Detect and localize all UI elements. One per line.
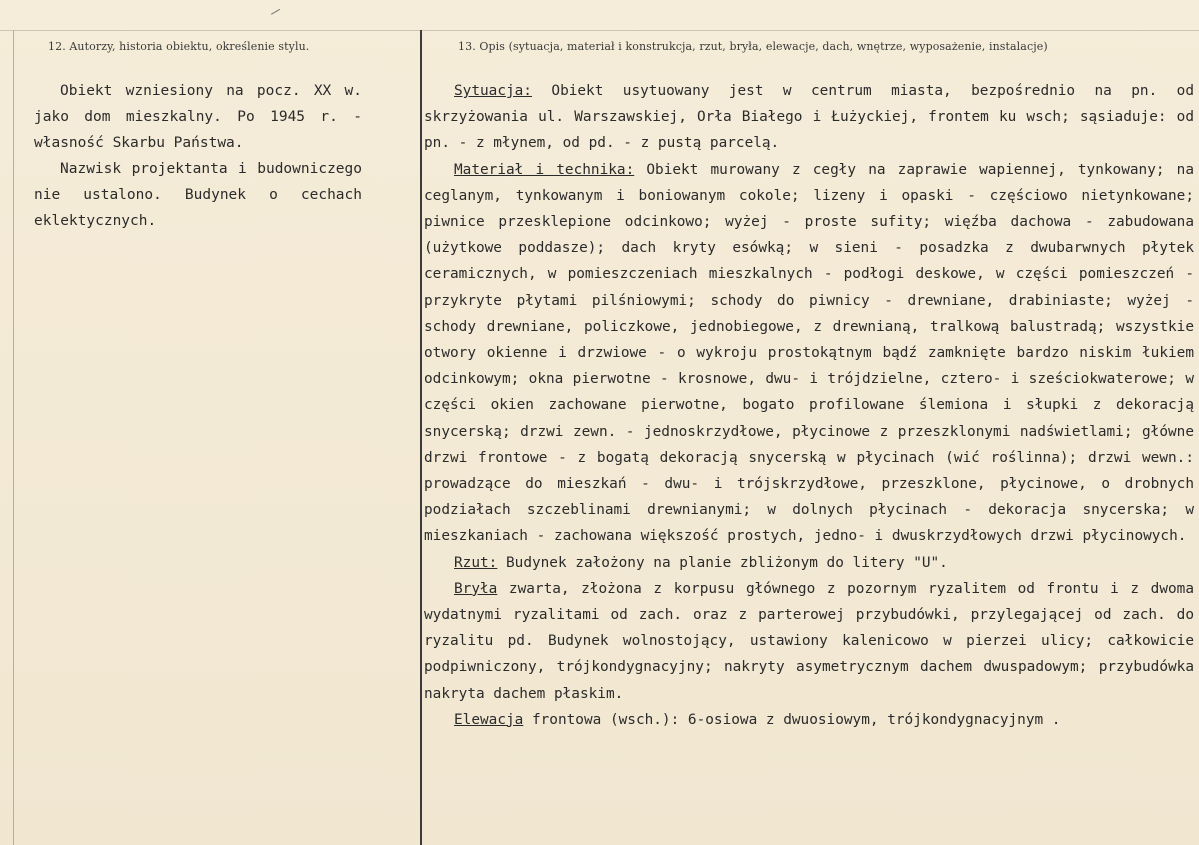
situation-text: Obiekt usytuowany jest w centrum miasta, bezpośrednio na pn. od skrzyżowania ul. Warszawskiej, Orła Białego i Łużyckiej, frontem ku wsch; sąsiaduje: od pn. - z młynem, od pd. - z pustą parcelą.: [424, 83, 1194, 152]
elevation-label: Elewacja: [454, 711, 524, 728]
elevation-paragraph: [424, 707, 1194, 733]
authors-paragraph: Nazwisk projektanta i budowniczego nie ustalono. Budynek o cechach eklektycznych.: [34, 161, 362, 229]
right-section-header: 13. Opis (sytuacja, materiał i konstrukcja, rzut, bryła, elewacje, dach, wnętrze, wyposażenie, instalacje): [458, 40, 1048, 53]
situation-paragraph: [424, 78, 1194, 157]
plan-label: Rzut:: [454, 554, 498, 571]
material-label: Materiał i technika:: [454, 161, 635, 178]
history-paragraph: Obiekt wzniesiony na pocz. XX w. jako dom mieszkalny. Po 1945 r. - własność Skarbu Państwa.: [34, 83, 362, 151]
description-column: [424, 78, 1194, 733]
massing-label: Bryła: [454, 580, 498, 597]
top-rule: [0, 30, 1199, 31]
elevation-text: frontowa (wsch.): 6-osiowa z dwuosiowym, trójkondygnacyjnym .: [523, 711, 1061, 728]
plan-text: Budynek założony na planie zbliżonym do litery "U".: [497, 554, 948, 571]
material-text: Obiekt murowany z cegły na zaprawie wapiennej, tynkowany; na ceglanym, tynkowanym i boniowanym cokole; lizeny i opaski - częściowo nietynkowane; piwnice przesklepione odcinkowo; wyżej - proste sufity; więźba dachowa - zabudowana (użytkowe poddasze); dach kryty esówką; w sieni - posadzka z dwubarwnych płytek ceramicznych, w pomieszczeniach mieszkalnych - podłogi deskowe, w części pomieszczeń - przykryte płytami pilśniowymi; schody do piwnicy - drewniane, drabiniaste; wyżej - schody drewniane, policzkowe, jednobiegowe, z drewnianą, tralkową balustradą; wszystkie otwory okienne i drzwiowe - o wykroju prostokątnym bądź zamknięte bardzo niskim łukiem odcinkowym; okna pierwotne - krosnowe, dwu- i trójdzielne, cztero- i sześciokwaterowe; w części okien zachowane pierwotne, bogato profilowane ślemiona i słupki z dekoracją snycerską; drzwi zewn. - jednoskrzydłowe, płycinowe z przeszklonymi nadświetlami; główne drzwi frontowe - z bogatą dekoracją snycerską w płycinach (wić roślinna); drzwi wewn.: prowadzące do mieszkań - dwu- i trójskrzydłowe, przeszklone, płycinowe, o drobnych podziałach szczeblinami drewnianymi; w dolnych płycinach - dekoracja snycerska; w mieszkaniach - zachowana większość prostych, jedno- i dwuskrzydłowych drzwi płycinowych.: [424, 161, 1195, 545]
massing-text: zwarta, złożona z korpusu głównego z pozornym ryzalitem od frontu i z dwoma wydatnymi ryzalitami od zach. oraz z parterowej przybudówki, przylegającej od zach. do ryzalitu pd. Budynek wolnostojący, ustawiony kalenicowo w pierzei ulicy; całkowicie podpiwniczony, trójkondygnacyjny; nakryty asymetrycznym dachem dwuspadowym; przybudówka nakryta dachem płaskim.: [424, 580, 1194, 702]
left-section-header: 12. Autorzy, historia obiektu, określenie stylu.: [48, 40, 310, 53]
pencil-mark: [266, 0, 280, 15]
massing-paragraph: [424, 576, 1194, 707]
situation-label: Sytuacja:: [454, 83, 532, 99]
left-margin-rule: [13, 30, 14, 845]
history-column: [34, 78, 362, 234]
column-divider: [420, 30, 422, 845]
plan-paragraph: [424, 550, 1194, 576]
material-paragraph: [424, 157, 1194, 550]
